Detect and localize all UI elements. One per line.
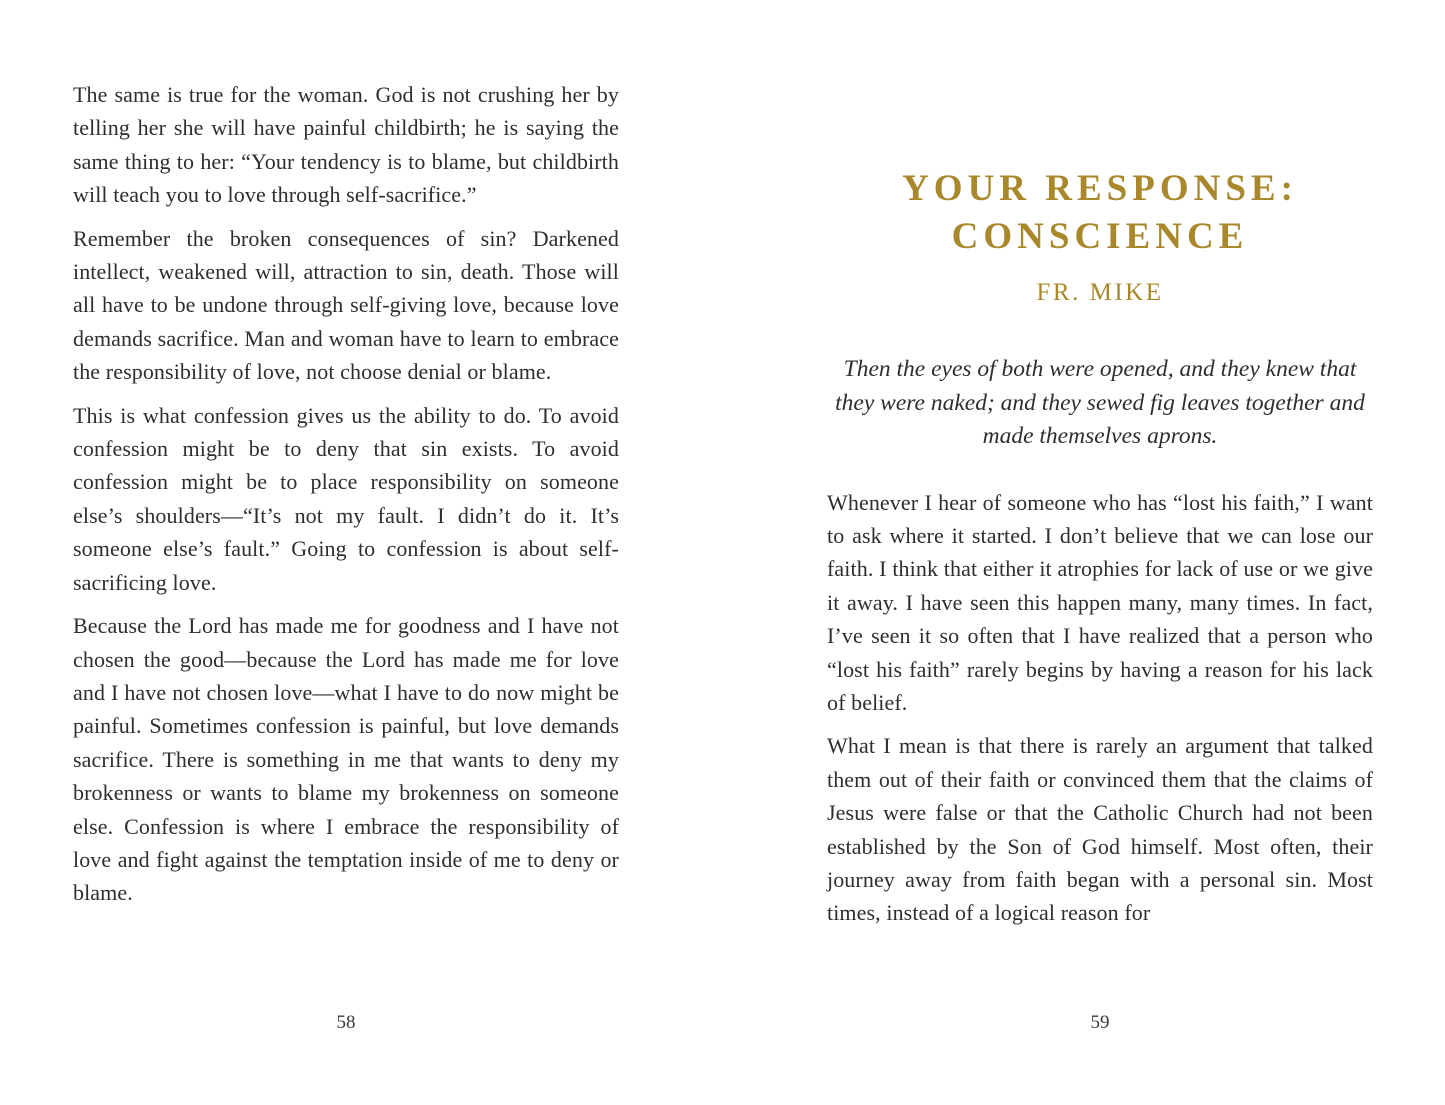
- body-paragraph: This is what confession gives us the ability to do. To avoid confession might be to deny that sin exists. To avoid confession might be to place responsibility on someone else’s shoulders—“It’s not my fault. I didn’t do it. It’s someone else’s fault.” Going to confession is about self-sacrificing love.: [73, 402, 619, 595]
- chapter-title: [827, 165, 1373, 261]
- chapter-title-line1: YOUR RESPONSE:: [902, 168, 1298, 209]
- page-number-left: 58: [336, 1012, 356, 1033]
- scripture-quote: Then the eyes of both were opened, and they knew that they were naked; and they sewed fig leaves together and made themselves aprons.: [835, 356, 1365, 449]
- body-paragraph: Because the Lord has made me for goodness and I have not chosen the good—because the Lord has made me for love and I have not chosen love—what I have to do now might be painful. Sometimes confession is painful, but love demands sacrifice. There is something in me that wants to deny my brokenness or wants to blame my brokenness on someone else. Confession is where I embrace the responsibility of love and fight against the temptation inside of me to deny or blame.: [73, 613, 619, 906]
- body-paragraph: The same is true for the woman. God is not crushing her by telling her she will have painful childbirth; he is saying the same thing to her: “Your tendency is to blame, but childbirth will teach you to love through self-sacrifice.”: [73, 82, 619, 208]
- body-paragraph: Whenever I hear of someone who has “lost his faith,” I want to ask where it started. I don’t believe that we can lose our faith. I think that either it atrophies for lack of use or we give it away. I have seen this happen many, many times. In fact, I’ve seen it so often that I have realized that a person who “lost his faith” rarely begins by having a reason for his lack of belief.: [827, 489, 1373, 715]
- right-body-text: [827, 486, 1373, 930]
- left-body-text: [73, 78, 619, 910]
- chapter-byline: FR. MIKE: [1036, 279, 1164, 306]
- page-number-right: 59: [1090, 1012, 1110, 1033]
- page-right: [827, 0, 1373, 1105]
- page-left: [73, 0, 619, 1105]
- body-paragraph: Remember the broken consequences of sin? Darkened intellect, weakened will, attraction to sin, death. Those will all have to be undone through self-giving love, because love demands sacrifice. Man and woman have to learn to embrace the responsibility of love, not choose denial or blame.: [73, 225, 619, 385]
- chapter-title-line2: CONSCIENCE: [951, 216, 1249, 257]
- body-paragraph: What I mean is that there is rarely an argument that talked them out of their faith or convinced them that the claims of Jesus were false or that the Catholic Church had not been established by the Son of God himself. Most often, their journey away from faith began with a personal sin. Most times, instead of a logical reason for: [827, 733, 1373, 926]
